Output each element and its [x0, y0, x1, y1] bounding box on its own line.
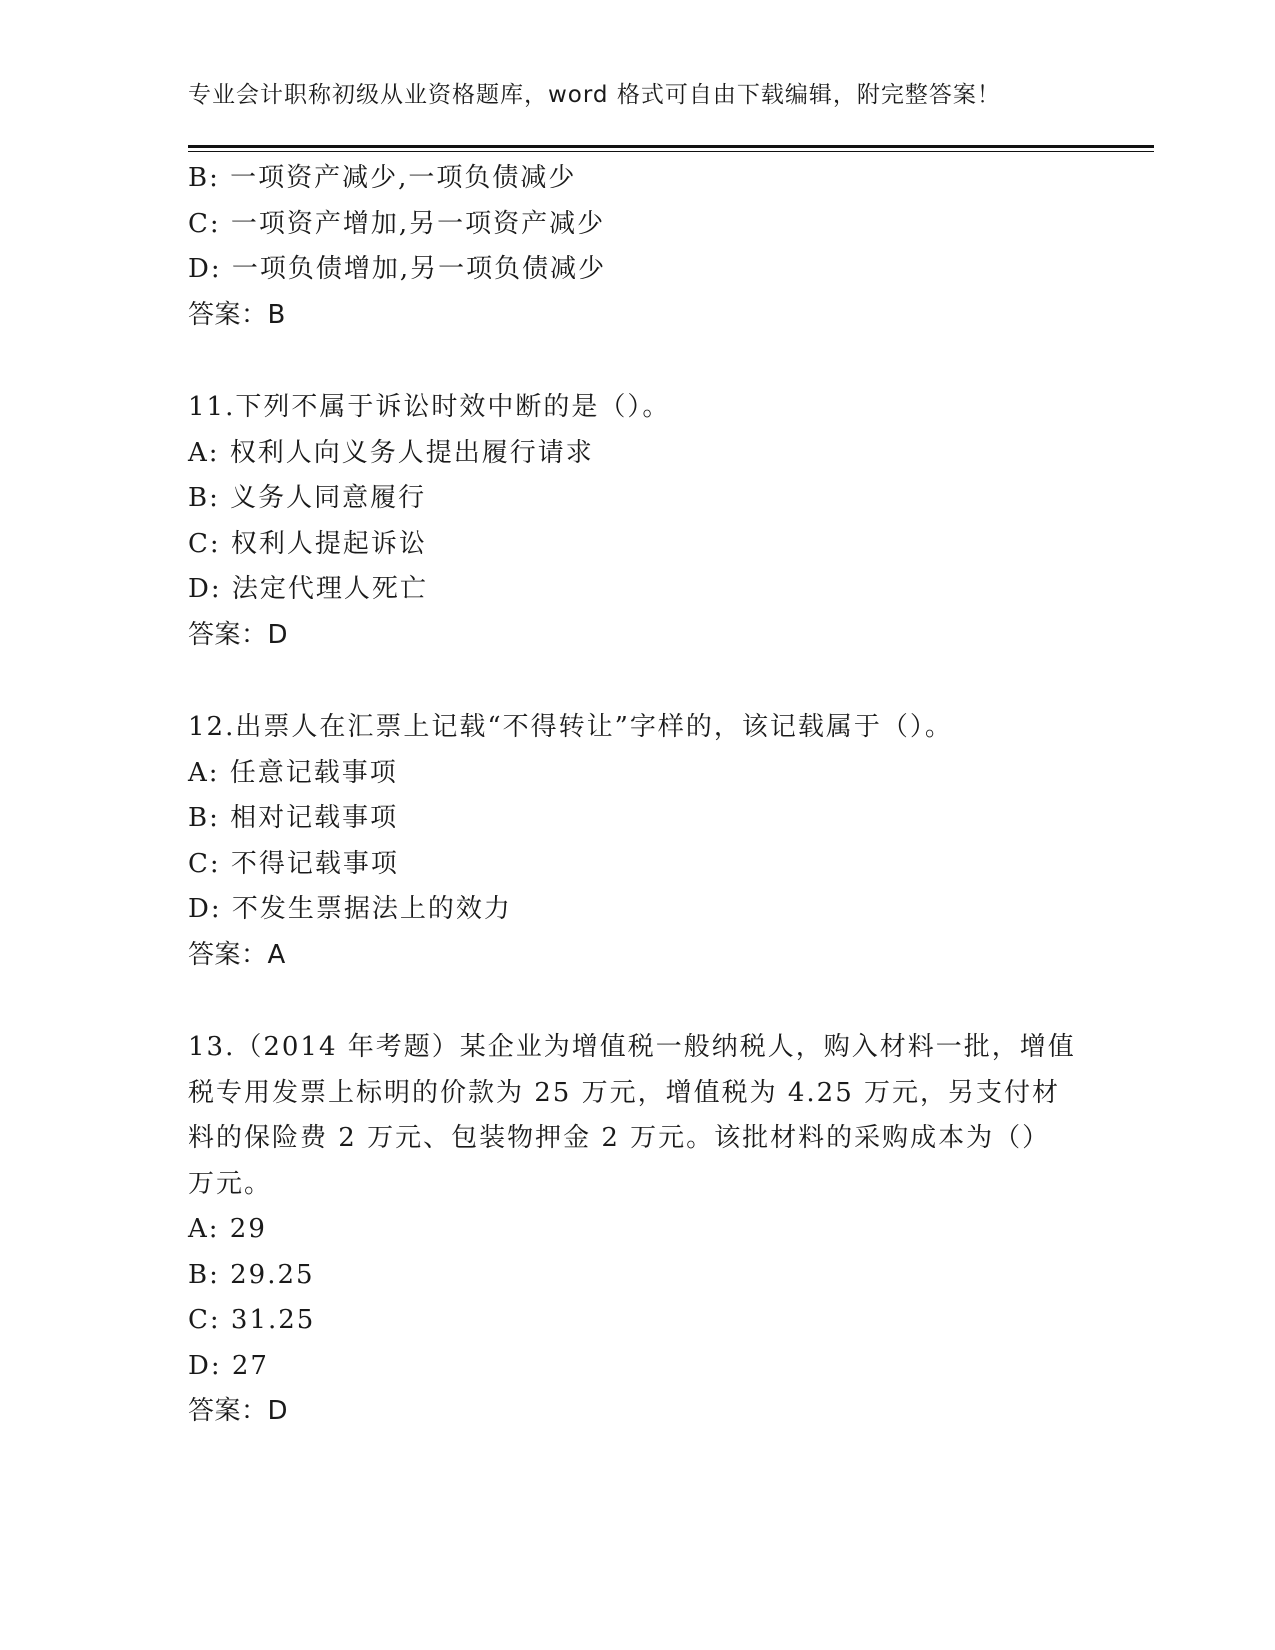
- option-c: C: 一项资产增加,另一项资产减少: [188, 208, 606, 239]
- option-c: C: 不得记载事项: [188, 848, 399, 879]
- option-c: C: 权利人提起诉讼: [188, 528, 427, 559]
- option-b: B: 一项资产减少,一项负债减少: [188, 163, 577, 193]
- option-d: D: 一项负债增加,另一项负债减少: [188, 254, 607, 284]
- question-11: [188, 385, 1088, 658]
- header-rule-thick: [188, 145, 1154, 148]
- question-stem-line-4: 万元。: [188, 1168, 273, 1199]
- page-header: 专业会计职称初级从业资格题库，word 格式可自由下载编辑，附完整答案！: [188, 82, 1001, 108]
- answer: 答案：B: [188, 299, 286, 330]
- question-stem-line-2: 税专用发票上标明的价款为 25 万元，增值税为 4.25 万元，另支付材: [188, 1077, 1061, 1108]
- question-stem: 12.出票人在汇票上记载“不得转让”字样的，该记载属于（）。: [188, 712, 953, 742]
- answer: 答案：D: [188, 619, 289, 650]
- option-d: D: 不发生票据法上的效力: [188, 894, 512, 924]
- option-d: D: 法定代理人死亡: [188, 574, 428, 604]
- question-12: [188, 705, 1088, 978]
- option-d: D: 27: [188, 1350, 269, 1381]
- option-c: C: 31.25: [188, 1305, 316, 1335]
- answer: 答案：A: [188, 939, 286, 970]
- answer: 答案：D: [188, 1396, 289, 1426]
- option-a: A: 29: [188, 1214, 267, 1244]
- question-list: [188, 156, 1088, 1435]
- question-13: [188, 1025, 1088, 1435]
- option-b: B: 相对记载事项: [188, 803, 399, 833]
- option-b: B: 29.25: [188, 1259, 315, 1290]
- option-b: B: 义务人同意履行: [188, 483, 427, 513]
- option-a: A: 任意记载事项: [188, 757, 398, 788]
- question-10-tail: [188, 156, 1088, 338]
- option-a: A: 权利人向义务人提出履行请求: [188, 437, 594, 468]
- question-stem-line-1: 13.（2014 年考题）某企业为增值税一般纳税人，购入材料一批，增值: [188, 1032, 1076, 1062]
- question-stem: 11.下列不属于诉讼时效中断的是（）。: [188, 392, 671, 422]
- header-rule-thin: [188, 151, 1154, 152]
- question-stem-line-3: 料的保险费 2 万元、包装物押金 2 万元。该批材料的采购成本为（）: [188, 1123, 1051, 1153]
